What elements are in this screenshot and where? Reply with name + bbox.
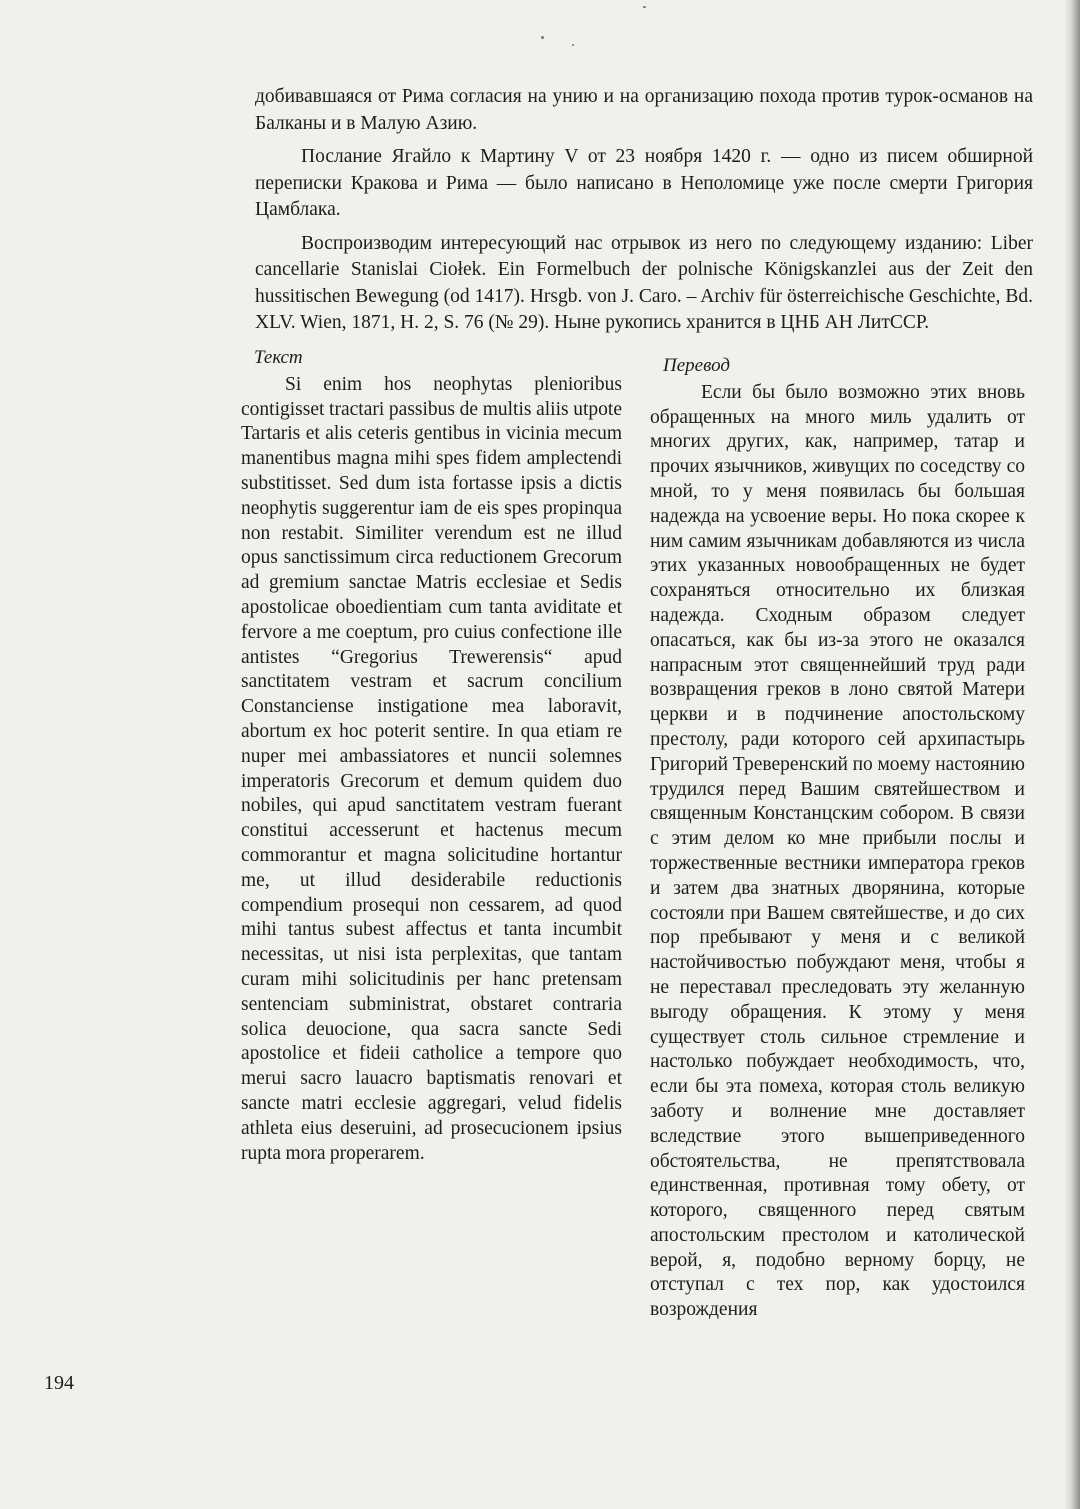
intro-paragraph-continuation: добивавшаяся от Рима согласия на унию и на организацию похода против турок-османов на Балканы и в Малую Азию.	[255, 86, 1033, 134]
translation-column-heading: Перевод	[663, 355, 730, 376]
print-speck	[541, 36, 544, 39]
page-number: 194	[44, 1372, 74, 1394]
print-speck	[643, 6, 646, 8]
page-edge-shadow	[1064, 0, 1080, 1509]
translation-text-body: Если бы было возможно этих вновь обращенных на много миль удалить от многих других, как, например, татар и прочих язычников, живущих по соседству со мной, то у меня появилась бы большая надежда на усвоение веры. Но пока скорее к ним самим язычникам добавляются из числа этих указанных новообращенных не будет сохраняться относительно их близкая надежда. Сходным образом следует опасаться, как бы из-за этого не оказался напрасным этот священнейший труд ради возвращения греков в лоно святой Матери церкви и в подчинение апостольскому престолу, ради которого сей архипастырь Григорий Треверенский по моему настоянию трудился перед Вашим святейшеством и священным Констанцским собором. В связи с этим делом ко мне прибыли послы и торжественные вестники императора греков и затем два знатных дворянина, которые состояли при Вашем святейшестве, и до сих пор пребывают у меня и с великой настойчивостью побуждают меня, чтобы я не переставал преследовать эту желанную выгоду обращения. К этому у меня существует столь сильное стремление и настолько побуждает необходимость, что, если бы эта помеха, которая столь великую заботу и волнение мне доставляет вследствие этого вышеприведенного обстоятельства, не препятствовала единственная, противная тому обету, от которого, священного перед святым апостольским престолом и католической верой, я, подобно верному борцу, не отступал с тех пор, как удостоился возрождения	[650, 381, 1025, 1321]
latin-column-heading: Текст	[254, 347, 303, 368]
translation-column	[650, 354, 1025, 1323]
latin-text-body: Si enim hos neophytas plenioribus contigisset tractari passibus de multis aliis utpote Tartaris et alis ceteris gentibus in vicinia mecum manentibus magna mihi spes fidem amplectendi substitisset. Sed dum ista fortasse ipsis a dictis neophytis suggerentur iam de eis spes propinqua non restabit. Similiter verendum est ne illud opus sanctissimum circa reductionem Grecorum ad gremium sanctae Matris ecclesiae et Sedis apostolicae oboedientiam cum tanta aviditate et fervore a me coeptum, pro cuius confectione ille antistes “Gregorius Trewerensis“ apud sanctitatem vestram et sacrum concilium Constanciense instigatione mea laboravit, abortum ex hoc poterit sentire. In qua etiam re nuper mei ambassiatores et nuncii solemnes imperatoris Grecorum et demum quidem duo nobiles, qui apud sanctitatem vestram fuerant constitui accesserunt et hactenus mecum commorantur et magna solicitudine hortantur me, ut illud desiderabile reductionis compendium prosequi non cessarem, ad quod mihi tantus subest affectus et tanta incumbit necessitas, ut nisi ista perplexitas, que tantam curam mihi solicitudinis per hanc pretensam sentenciam subministrat, obstaret contraria solica deuocione, qua sacra sancte Sedi apostolice et fideii catholice a tempore quo merui sacro lauacro baptismatis renovari et sancte matri ecclesie aggregari, velud fidelis athleta eius deseruini, ad prosecucionem ipsius rupta mora properarem.	[241, 373, 622, 1164]
intro-section	[255, 84, 1033, 344]
intro-paragraph-letter: Послание Ягайло к Мартину V от 23 ноября 1420 г. — одно из писем обширной переписки Кракова и Рима — было написано в Неполомице уже после смерти Григория Цамблака.	[255, 146, 1033, 220]
intro-paragraph-edition: Воспроизводим интересующий нас отрывок из него по следующему изданию: Liber cancellarie Stanislai Ciołek. Ein Formelbuch der polnische Königskanzlei aus der Zeit den hussitischen Bewegung (od 1417). Hrsgb. von J. Caro. – Archiv für österreichische Geschichte, Bd. XLV. Wien, 1871, H. 2, S. 76 (№ 29). Ныне рукопись хранится в ЦНБ АН ЛитССР.	[255, 232, 1033, 333]
print-speck	[572, 44, 574, 46]
latin-text-column	[241, 346, 622, 1166]
